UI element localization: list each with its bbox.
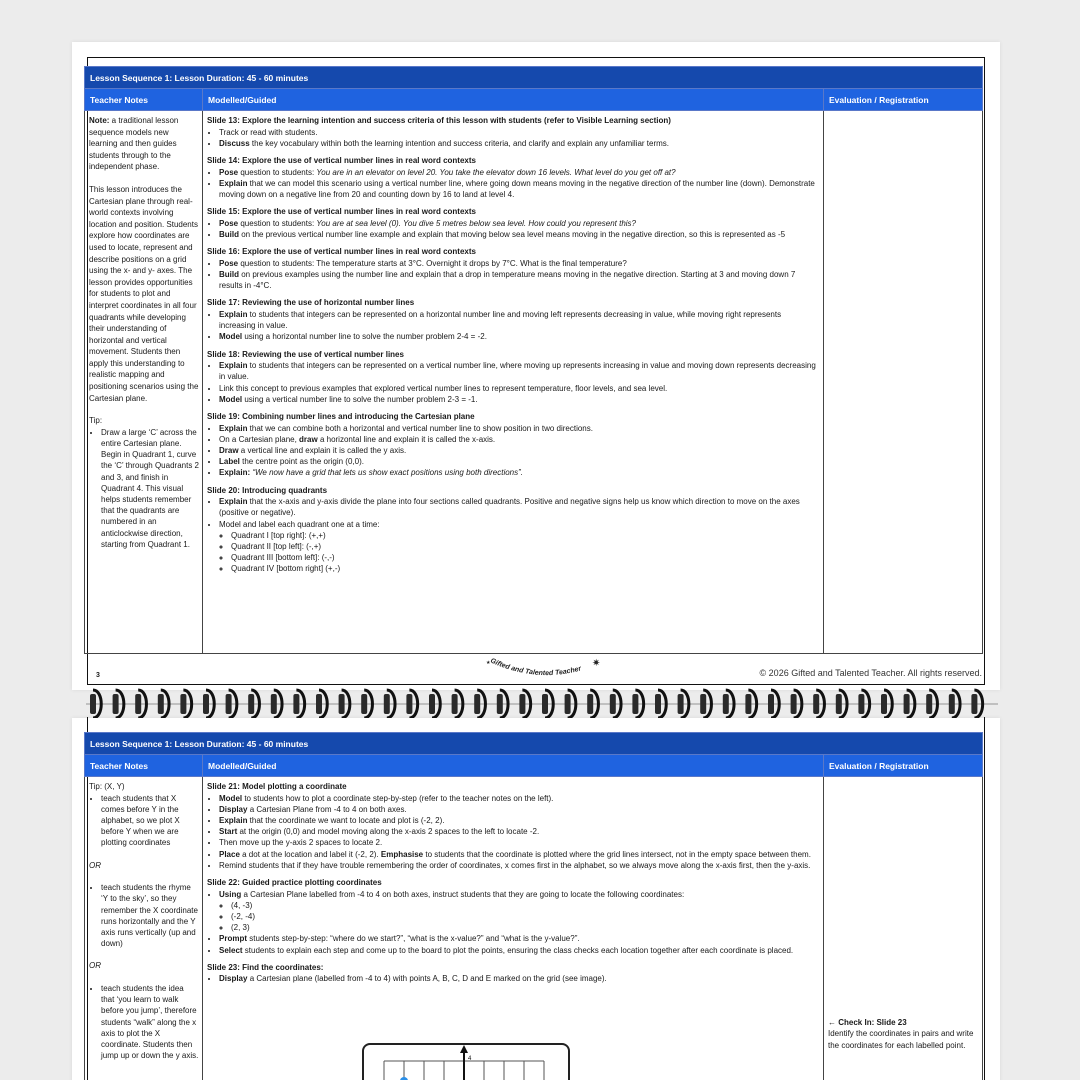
binder-hole — [452, 694, 458, 714]
list-item: • Build on the previous vertical number line example and explain that moving below sea level means moving in the negative direction, so this is represented as -5 — [219, 229, 819, 240]
cartesian-plane-image — [362, 1043, 570, 1080]
list-item: • Label the centre point as the origin (0,0). — [219, 456, 819, 467]
cartesian-grid — [364, 1045, 568, 1080]
list-item: • Discuss the key vocabulary within both the learning intention and success criteria, and clarify and explain any unfamiliar terms. — [219, 138, 819, 149]
list-item: • Using a Cartesian Plane labelled from -4 to 4 on both axes, instruct students that they are going to locate the following coordinates: ◦ (4, -3) ◦ (-2, -4) ◦ (2, 3) — [219, 889, 819, 934]
notes-paragraph: This lesson introduces the Cartesian plane through real-world contexts involving location and position. Students explore how coordinates are used to locate, represent and describe positions on a grid using the x- and y- axes. The lesson provides opportunities for students to plot and interpret coordinates in all four quadrants while developing their understanding of horizontal and vertical movement. Students then apply this understanding to realistic mapping and positioning scenarios using the Cartesian plane. — [89, 184, 199, 403]
or-label: OR — [89, 961, 101, 971]
slide-17-section: Slide 17: Reviewing the use of horizontal number lines • Explain to students that integers can be represented on a horizontal number line and moving left represents decreasing in value, while moving right represents increasing in value. • Model using a horizontal number line to solve the number problem 2-4 = -2. — [207, 297, 819, 342]
binder-hole — [497, 694, 503, 714]
modelled-guided-cell — [203, 111, 824, 654]
gifted-talented-teacher-logo — [482, 656, 602, 682]
list-item: • Link this concept to previous examples that explored vertical number lines to represent temperature, floor levels, and sea level. — [219, 383, 819, 394]
list-item: • Build on previous examples using the number line and explain that a drop in temperature means moving in the negative direction. Starting at 3 and moving down 7 results in -4°C. — [219, 269, 819, 291]
teacher-notes-cell — [85, 777, 203, 1080]
coordinate-item: ◦ (4, -3) — [231, 900, 819, 911]
binder-hole — [429, 694, 435, 714]
quadrant-item: ◦ Quadrant I [top right]: (+,+) — [231, 530, 819, 541]
binder-hole — [180, 694, 186, 714]
list-item: • Draw a vertical line and explain it is called the y axis. — [219, 445, 819, 456]
coordinate-item: ◦ (-2, -4) — [231, 911, 819, 922]
tip-item: • Draw a large ‘C’ across the entire Cartesian plane. Begin in Quadrant 1, curve the ‘C’ through Quadrants 2 and 3, and finish in Quadrant 4. This visual helps students remember that the quadrants are numbered in an anticlockwise direction, starting from Quadrant 1. — [101, 427, 199, 550]
list-item: • Explain that the coordinate we want to locate and plot is (-2, 2). — [219, 815, 819, 826]
document-page-2 — [72, 718, 1000, 1080]
binder-hole — [791, 694, 797, 714]
list-item: • Model and label each quadrant one at a time: ◦ Quadrant I [top right]: (+,+) ◦ Quadrant II [top left]: (-,+) ◦ Quadrant III [bottom left]: (-,-) ◦ Quadrant IV [bottom right] (+,-) — [219, 519, 819, 575]
slide-15-section: Slide 15: Explore the use of vertical number lines in real word contexts • Pose question to students: You are at sea level (0). You dive 5 metres below sea level. How could you represent this? • Build on the previous vertical number line example and explain that moving below sea level means moving in the negative direction, so this is represented as -5 — [207, 206, 819, 240]
tip-label: Tip: (X, Y) — [89, 782, 125, 791]
list-item: • Pose question to students: The temperature starts at 3°C. Overnight it drops by 7°C. What is the final temperature? — [219, 258, 819, 269]
binder-hole — [271, 694, 277, 714]
binder-hole — [949, 694, 955, 714]
col-header-teacher-notes: Teacher Notes — [85, 755, 203, 777]
binder-hole — [632, 694, 638, 714]
binder-hole — [406, 694, 412, 714]
binder-hole — [881, 694, 887, 714]
col-header-evaluation: Evaluation / Registration — [824, 755, 983, 777]
svg-text:4: 4 — [468, 1056, 472, 1062]
list-item: • Display a Cartesian Plane from -4 to 4 on both axes. — [219, 804, 819, 815]
list-item: • Explain: “We now have a grid that lets us show exact positions using both directions”. — [219, 467, 819, 478]
slide-21-section: Slide 21: Model plotting a coordinate • Model to students how to plot a coordinate step-by-step (refer to the teacher notes on the left). • Display a Cartesian Plane from -4 to 4 on both axes. • Explain that the coordinate we want to locate and plot is (-2, 2). • Start at the origin (0,0) and model moving along the x-axis 2 spaces to the left to locate -2. • Then move up the y-axis 2 spaces to locate 2. • Place a dot at the location and label it (-2, 2). Emphasise to students that the coordinate is plotted where the grid lines intersect, not in the empty space between them. • Remind students that if they have trouble remembering the order of coordinates, x comes first in the alphabet, so we always move along the x-axis first, then the y-axis. — [207, 781, 819, 871]
quadrant-item: ◦ Quadrant IV [bottom right] (+,-) — [231, 563, 819, 574]
lesson-table-2 — [84, 732, 983, 1080]
copyright-text: © 2026 Gifted and Talented Teacher. All rights reserved. — [759, 668, 982, 678]
binder-hole — [678, 694, 684, 714]
binder-hole — [565, 694, 571, 714]
binder-hole — [971, 694, 977, 714]
evaluation-cell — [824, 777, 983, 1080]
binder-hole — [519, 694, 525, 714]
binder-hole — [768, 694, 774, 714]
svg-text:Gifted and Talented Teacher: Gifted and Talented Teacher — [489, 657, 583, 678]
coordinate-item: ◦ (2, 3) — [231, 922, 819, 933]
slide-22-section: Slide 22: Guided practice plotting coordinates • Using a Cartesian Plane labelled from -4 to 4 on both axes, instruct students that they are going to locate the following coordinates: ◦ (4, -3) ◦ (-2, -4) ◦ (2, 3) • Prompt students step-by-step: “where do we start?”, “what is the x-value?” and “what is the y-value?”. • Select students to explain each step and come up to the board to plot the points, ensuring the class checks each location together after each coordinate is placed. — [207, 877, 819, 956]
binder-hole — [361, 694, 367, 714]
binder-hole — [384, 694, 390, 714]
binder-hole — [904, 694, 910, 714]
svg-text:✷: ✷ — [592, 658, 601, 669]
tip-label: Tip: — [89, 416, 103, 426]
tip-item: • teach students the idea that ‘you learn to walk before you jump’, therefore students “walk” along the x axis to plot the X coordinate. Students then jump up or down the y axis. — [101, 983, 199, 1061]
binder-hole — [113, 694, 119, 714]
document-page-1 — [72, 42, 1000, 690]
binder-hole — [293, 694, 299, 714]
binder-hole — [700, 694, 706, 714]
binder-hole — [203, 694, 209, 714]
slide-13-section: Slide 13: Explore the learning intention and success criteria of this lesson with students (refer to Visible Learning section) • Track or read with students. • Discuss the key vocabulary within both the learning intention and success criteria, and clarify and explain any unfamiliar terms. — [207, 115, 819, 149]
binder-hole — [926, 694, 932, 714]
list-item: • Then move up the y-axis 2 spaces to locate 2. — [219, 837, 819, 848]
tip-item: • teach students that X comes before Y in the alphabet, so we plot X before Y when we are plotting coordinates — [101, 793, 199, 849]
check-in-note: ← Check In: Slide 23 Identify the coordinates in pairs and write the coordinates for each labelled point. — [828, 1018, 974, 1050]
binder-hole — [90, 694, 96, 714]
slide-23-section: Slide 23: Find the coordinates: • Display a Cartesian plane (labelled from -4 to 4) with points A, B, C, D and E marked on the grid (see image). — [207, 962, 819, 985]
list-item: • Remind students that if they have trouble remembering the order of coordinates, x comes first in the alphabet, so we always move along the x-axis first, then the y-axis. — [219, 860, 819, 871]
list-item: • Explain to students that integers can be represented on a horizontal number line and moving left represents decreasing in value, while moving right represents increasing in value. — [219, 309, 819, 331]
binder-hole — [858, 694, 864, 714]
slide-18-section: Slide 18: Reviewing the use of vertical number lines • Explain to students that integers can be represented on a vertical number line, where moving up represents increasing in value and moving down represents decreasing in value. • Link this concept to previous examples that explored vertical number lines to represent temperature, floor levels, and sea level. • Model using a vertical number line to solve the number problem 2-3 = -1. — [207, 349, 819, 405]
list-item: • Explain to students that integers can be represented on a vertical number line, where moving up represents increasing in value and moving down represents decreasing in value. — [219, 360, 819, 382]
slide-14-section: Slide 14: Explore the use of vertical number lines in real word contexts • Pose question to students: You are in an elevator on level 20. You take the elevator down 16 levels. What level do you get off at? • Explain that we can model this scenario using a vertical number line, where going down means moving in the negative direction of the number line (down). Demonstrate moving down on a negative line from 20 and counting down by 16 to land at level 4. — [207, 155, 819, 200]
list-item: • Display a Cartesian plane (labelled from -4 to 4) with points A, B, C, D and E marked on the grid (see image). — [219, 973, 819, 984]
arrow-left-icon: ← — [828, 1018, 839, 1027]
list-item: • Prompt students step-by-step: “where do we start?”, “what is the x-value?” and “what is the y-value?”. — [219, 933, 819, 944]
binder-hole — [316, 694, 322, 714]
col-header-evaluation: Evaluation / Registration — [824, 89, 983, 111]
slide-16-section: Slide 16: Explore the use of vertical number lines in real word contexts • Pose question to students: The temperature starts at 3°C. Overnight it drops by 7°C. What is the final temperature? • Build on previous examples using the number line and explain that a drop in temperature means moving in the negative direction. Starting at 3 and moving down 7 results in -4°C. — [207, 246, 819, 291]
lesson-table-1 — [84, 66, 983, 654]
col-header-modelled-guided: Modelled/Guided — [203, 89, 824, 111]
list-item: • Start at the origin (0,0) and model moving along the x-axis 2 spaces to the left to locate -2. — [219, 826, 819, 837]
list-item: • Pose question to students: You are in an elevator on level 20. You take the elevator down 16 levels. What level do you get off at? — [219, 167, 819, 178]
page-number: 3 — [96, 672, 100, 679]
quadrant-item: ◦ Quadrant III [bottom left]: (-,-) — [231, 552, 819, 563]
binder-hole — [226, 694, 232, 714]
binder-hole — [813, 694, 819, 714]
binder-hole — [723, 694, 729, 714]
notes-paragraph: Note: a traditional lesson sequence models new learning and then guides students through to the independent phase. — [89, 116, 179, 172]
list-item: • Pose question to students: You are at sea level (0). You dive 5 metres below sea level. How could you represent this? — [219, 218, 819, 229]
tip-item: • teach students the rhyme ‘Y to the sky’, so they remember the X coordinate runs horizontally and the Y axis runs vertically (up and down) — [101, 882, 199, 949]
col-header-teacher-notes: Teacher Notes — [85, 89, 203, 111]
list-item: • Explain that we can model this scenario using a vertical number line, where going down means moving in the negative direction of the number line (down). Demonstrate moving down on a negative line from 20 and counting down by 16 to land at level 4. — [219, 178, 819, 200]
evaluation-cell — [824, 111, 983, 654]
slide-20-section: Slide 20: Introducing quadrants • Explain that the x-axis and y-axis divide the plane into four sections called quadrants. Positive and negative signs help us know which direction to move on the axes (positive or negative). • Model and label each quadrant one at a time: ◦ Quadrant I [top right]: (+,+) ◦ Quadrant II [top left]: (-,+) ◦ Quadrant III [bottom left]: (-,-) ◦ Quadrant IV [bottom right] (+,-) — [207, 485, 819, 575]
binder-hole — [587, 694, 593, 714]
teacher-notes-cell — [85, 111, 203, 654]
list-item: • Place a dot at the location and label it (-2, 2). Emphasise to students that the coordinate is plotted where the grid lines intersect, not in the empty space between them. — [219, 849, 819, 860]
binder-hole — [474, 694, 480, 714]
list-item: • Model using a horizontal number line to solve the number problem 2-4 = -2. — [219, 331, 819, 342]
modelled-guided-cell — [203, 777, 824, 1080]
quadrant-item: ◦ Quadrant II [top left]: (-,+) — [231, 541, 819, 552]
lesson-header: Lesson Sequence 1: Lesson Duration: 45 - 60 minutes — [85, 733, 983, 755]
binder-hole — [655, 694, 661, 714]
svg-text:★: ★ — [486, 660, 491, 666]
lesson-header: Lesson Sequence 1: Lesson Duration: 45 - 60 minutes — [85, 67, 983, 89]
slide-19-section: Slide 19: Combining number lines and introducing the Cartesian plane • Explain that we can combine both a horizontal and vertical number line to show position in two directions. • On a Cartesian plane, draw a horizontal line and explain it is called the x-axis. • Draw a vertical line and explain it is called the y axis. • Label the centre point as the origin (0,0). • Explain: “We now have a grid that lets us show exact positions using both directions”. — [207, 411, 819, 479]
binder-hole — [248, 694, 254, 714]
list-item: • Explain that we can combine both a horizontal and vertical number line to show position in two directions. — [219, 423, 819, 434]
list-item: • Track or read with students. — [219, 127, 819, 138]
list-item: • Select students to explain each step and come up to the board to plot the points, ensuring the class checks each location together after each coordinate is placed. — [219, 945, 819, 956]
list-item: • Model using a vertical number line to solve the number problem 2-3 = -1. — [219, 394, 819, 405]
binder-hole — [158, 694, 164, 714]
binder-hole — [610, 694, 616, 714]
binder-hole — [339, 694, 345, 714]
binder-hole — [745, 694, 751, 714]
binder-hole — [542, 694, 548, 714]
or-label: OR — [89, 860, 101, 870]
list-item: • On a Cartesian plane, draw a horizontal line and explain it is called the x-axis. — [219, 434, 819, 445]
list-item: • Explain that the x-axis and y-axis divide the plane into four sections called quadrants. Positive and negative signs help us know which direction to move on the axes (positive or negative). — [219, 496, 819, 518]
col-header-modelled-guided: Modelled/Guided — [203, 755, 824, 777]
binder-hole — [135, 694, 141, 714]
list-item: • Model to students how to plot a coordinate step-by-step (refer to the teacher notes on the left). — [219, 793, 819, 804]
binder-hole — [836, 694, 842, 714]
